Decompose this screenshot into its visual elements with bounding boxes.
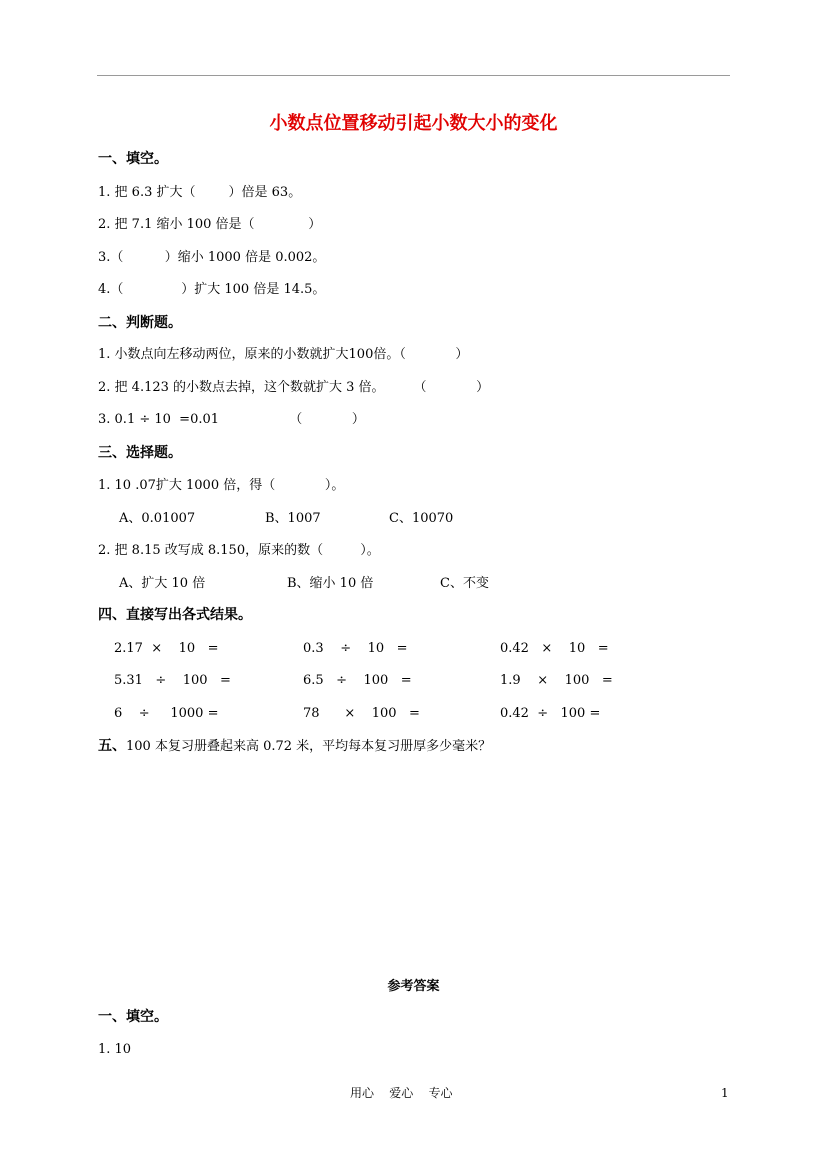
page-title: 小数点位置移动引起小数大小的变化 xyxy=(269,113,558,134)
choice-question-2: 2. 把 8.15 改写成 8.150，原来的数（ ）。 xyxy=(98,543,380,558)
choice-1-option-b: B、1007 xyxy=(265,511,321,526)
choice-2-option-b: B、缩小 10 倍 xyxy=(287,576,374,591)
calc-r1-c2: 0.3 ÷ 10 = xyxy=(303,641,408,656)
section-4-heading: 四、直接写出各式结果。 xyxy=(98,607,252,623)
choice-2-option-a: A、扩大 10 倍 xyxy=(119,576,206,591)
calc-r2-c1: 5.31 ÷ 100 = xyxy=(114,673,231,688)
section-2-heading: 二、判断题。 xyxy=(98,315,182,331)
fill-item-3: 3.（ ）缩小 1000 倍是 0.002。 xyxy=(98,250,326,265)
choice-2-option-c: C、不变 xyxy=(440,576,489,591)
calc-r1-c3: 0.42 × 10 = xyxy=(500,641,609,656)
section-1-heading: 一、填空。 xyxy=(98,151,168,167)
calc-r3-c2: 78 × 100 = xyxy=(303,706,420,721)
fill-item-2: 2. 把 7.1 缩小 100 倍是（ ） xyxy=(98,217,322,232)
judge-item-3: 3. 0.1 ÷ 10 =0.01 （ ） xyxy=(98,412,365,427)
calc-r3-c3: 0.42 ÷ 100 = xyxy=(500,706,601,721)
calc-r1-c1: 2.17 × 10 = xyxy=(114,641,219,656)
calc-r3-c1: 6 ÷ 1000 = xyxy=(114,706,219,721)
footer-motto: 用心 爱心 专心 xyxy=(350,1086,453,1100)
choice-question-1: 1. 10 .07扩大 1000 倍，得（ ）。 xyxy=(98,478,345,493)
answers-title: 参考答案 xyxy=(387,979,440,994)
calc-r2-c3: 1.9 × 100 = xyxy=(500,673,613,688)
judge-item-1: 1. 小数点向左移动两位，原来的小数就扩大100倍。（ ） xyxy=(98,347,469,362)
answers-section-1-heading: 一、填空。 xyxy=(98,1009,168,1025)
page-number: 1 xyxy=(721,1086,729,1100)
judge-item-2: 2. 把 4.123 的小数点去掉，这个数就扩大 3 倍。 （ ） xyxy=(98,380,490,395)
section-5 xyxy=(98,739,491,753)
section-5-heading: 五、 xyxy=(98,738,126,754)
fill-item-1: 1. 把 6.3 扩大（ ）倍是 63。 xyxy=(98,185,302,200)
answers-first-item: 1. 10 xyxy=(98,1042,132,1057)
section-5-text: 100 本复习册叠起来高 0.72 米，平均每本复习册厚多少毫米？ xyxy=(126,739,492,754)
section-3-heading: 三、选择题。 xyxy=(98,445,182,461)
header-rule xyxy=(97,75,730,76)
fill-item-4: 4.（ ）扩大 100 倍是 14.5。 xyxy=(98,282,326,297)
choice-1-option-c: C、10070 xyxy=(389,511,454,526)
calc-r2-c2: 6.5 ÷ 100 = xyxy=(303,673,412,688)
choice-1-option-a: A、0.01007 xyxy=(119,511,196,526)
